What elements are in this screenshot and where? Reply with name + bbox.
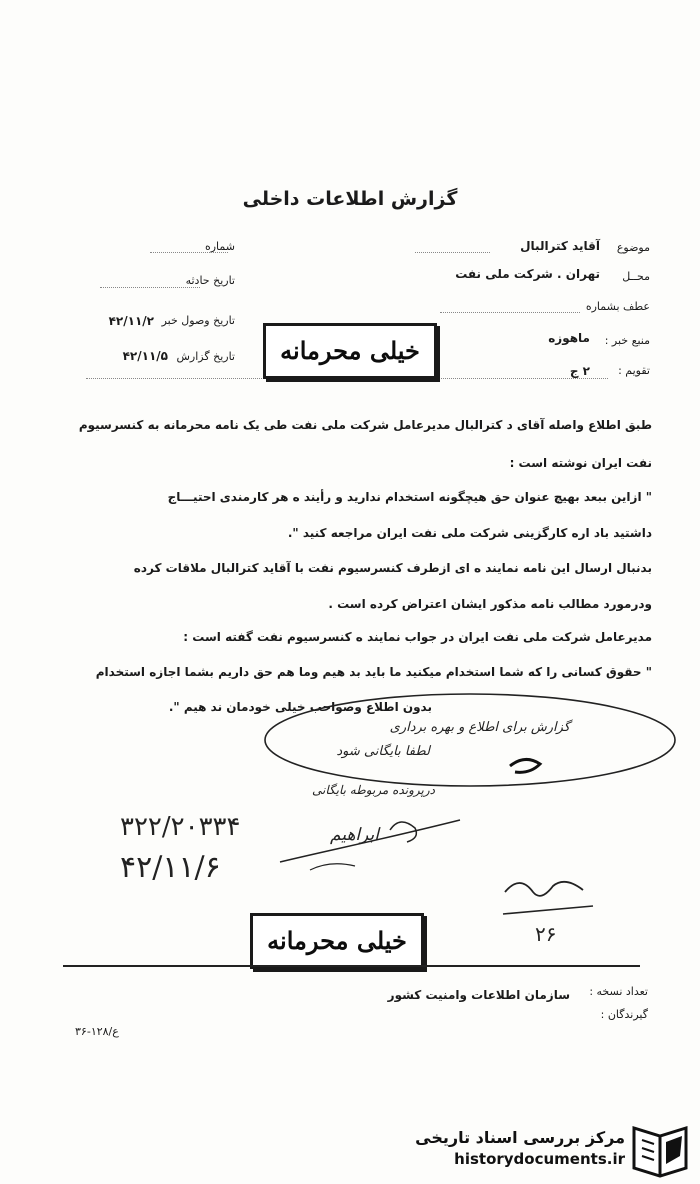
book-pen-icon [630,1122,690,1178]
report-date-value: ۴۲/۱۱/۵ [122,349,168,363]
number-dotted-line [150,252,228,253]
handwritten-note-3: درپرونده مربوطه بایگانی [312,783,435,797]
right-code: ۲۶ [535,922,557,946]
document-code: ع/۱۲۸-۳۶ [75,1025,119,1038]
ref-label: عطف بشماره [585,300,650,313]
handwritten-note-1: گزارش برای اطلاع و بهره برداری [389,720,570,735]
footer-divider [63,965,640,967]
signature-strokes [270,800,480,880]
incident-date-label: تاریخ حادثه [185,274,235,287]
report-date-label: تاریخ گزارش [176,350,235,363]
confidential-stamp: خیلی محرمانه [263,323,437,379]
body-line-9: بدون اطلاع وصواحب خیلی خودمان ند هیم ". [168,700,432,714]
subject-dotted-line [415,252,490,253]
handwritten-signature: ابراهیم [330,825,379,845]
document-title: گزارش اطلاعات داخلی [242,188,458,210]
confidential-stamp-2: خیلی محرمانه [250,913,424,969]
handwritten-note-2: لطفا بایگانی شود [336,744,430,759]
body-line-2: نفت ایران نوشته است : [509,456,652,470]
subject-value: آقاید کترالبال [520,239,600,253]
body-line-4: داشتید باد اره کارگزینی شرکت ملی نفت ایران مراجعه کنید ". [287,526,652,540]
subject-label: موضوع [616,241,650,254]
recipients-value: سازمان اطلاعات وامنیت کشور [387,988,570,1002]
location-label: محــل [622,270,650,283]
received-date-label: تاریخ وصول خبر [161,314,235,327]
logo-url: historydocuments.ir [454,1150,625,1168]
body-line-1: طبق اطلاع واصله آقای د کترالبال مدیرعامل شرکت ملی نفت طی یک نامه محرمانه به کنسرسیوم [78,418,652,432]
handwritten-number: ۳۲۲/۲۰۳۳۴ [120,812,241,842]
source-value: ماهوزه [548,331,590,345]
body-line-6: ودرمورد مطالب نامه مذکور ایشان اعتراض کرده است . [328,597,652,611]
body-line-5: بدنبال ارسال این نامه نمایند ه ای ازطرف کنسرسیوم نفت با آقاید کترالبال ملاقات کرده [133,561,652,575]
body-line-8: " حقوق کسانی را که شما استخدام میکنید ما باید بد هیم وما هم حق داریم بشما اجازه استخدام [95,665,652,679]
body-line-7: مدیرعامل شرکت ملی نفت ایران در جواب نمایند ه کنسرسیوم نفت گفته است : [183,630,652,644]
location-value: تهران . شرکت ملی نفت [455,267,600,281]
body-line-3: " ازاین ببعد بهیچ عنوان حق هیچگونه استخدام ندارید و رأیند ه هر کارمندی احتیـــاج [167,490,652,504]
source-label: منبع خبر : [604,334,650,347]
ref-dotted-line [440,312,580,313]
logo-name: مرکز بررسی اسناد تاریخی [415,1128,625,1147]
rating-value: ۲ ج [569,364,590,378]
number-label: شماره [204,240,235,253]
handwriting-oval [260,688,690,798]
incident-date-dotted-line [100,287,200,288]
handwritten-date: ۴۲/۱۱/۶ [120,850,221,885]
received-date-value: ۴۲/۱۱/۲ [108,314,154,328]
copies-label: تعداد نسخه : [589,985,648,998]
rating-label: تقویم : [618,364,650,377]
recipients-label: گیرندگان : [600,1008,648,1021]
